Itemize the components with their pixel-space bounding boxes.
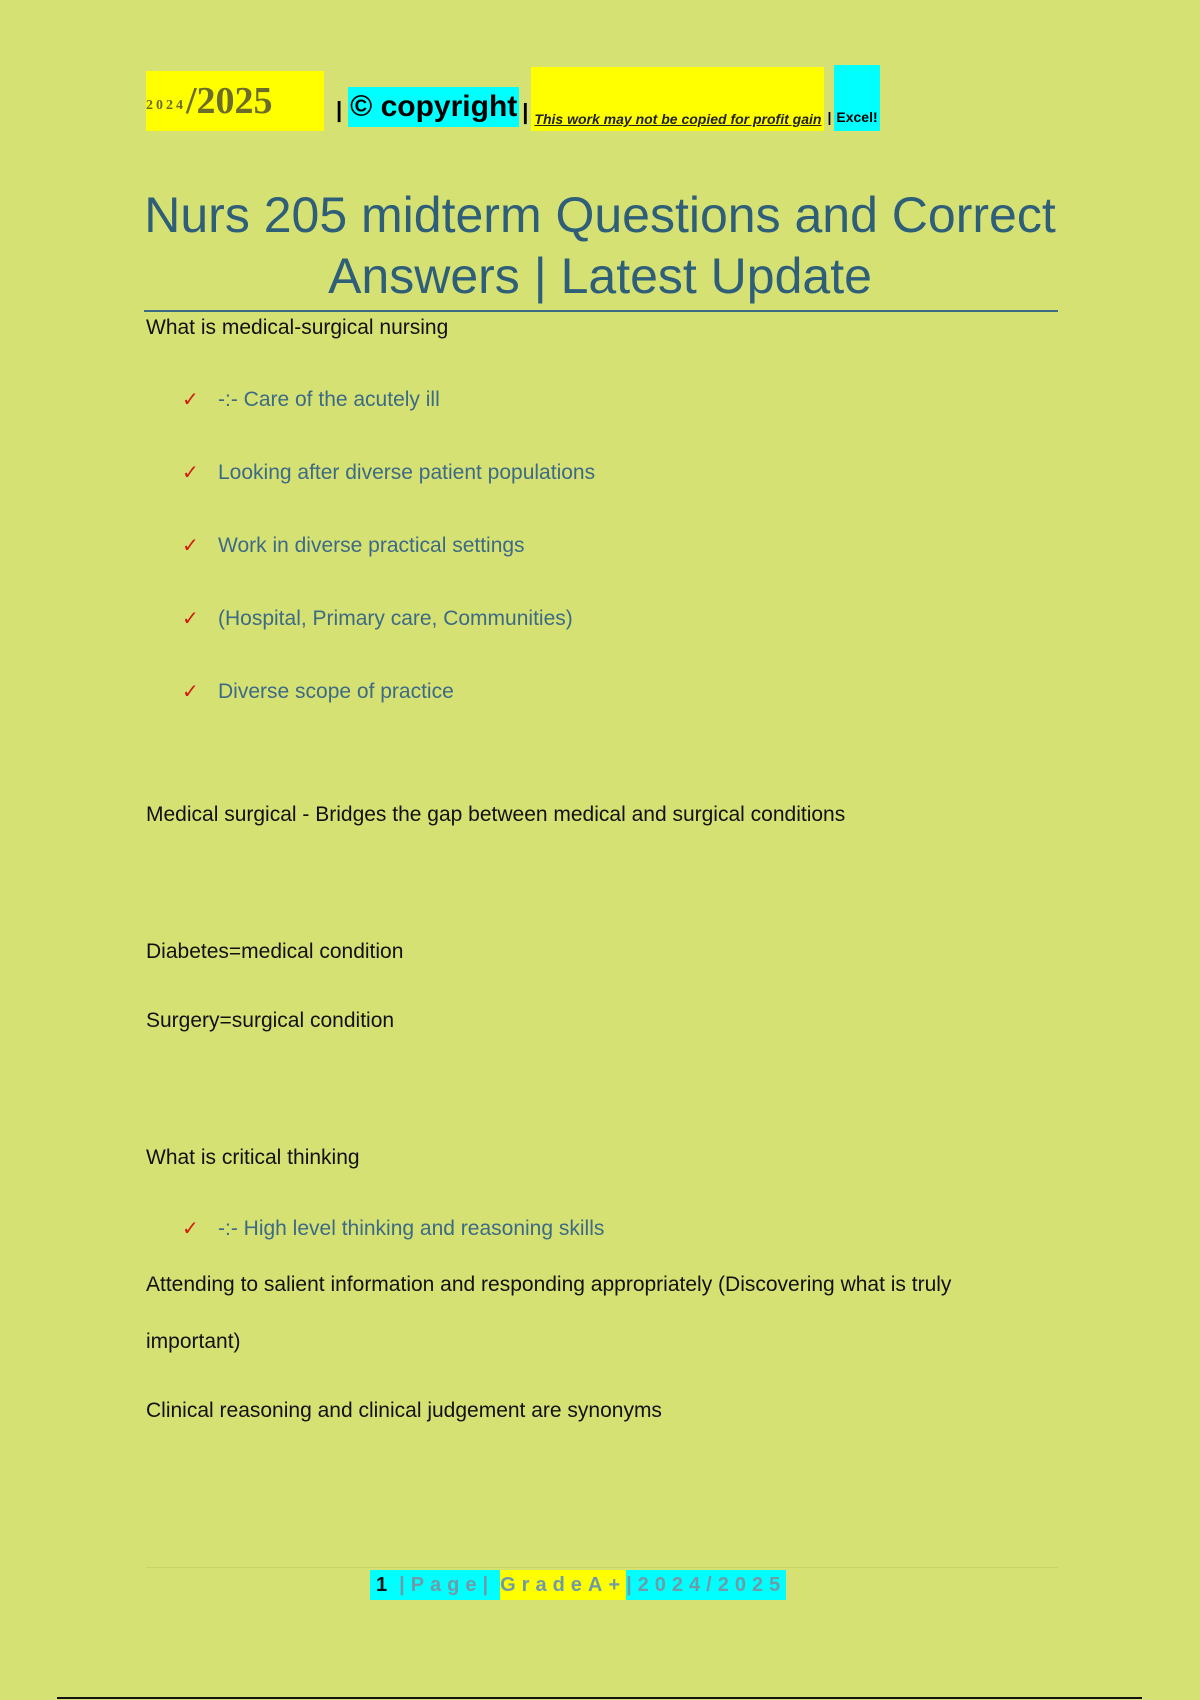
clinical-reasoning-line: Clinical reasoning and clinical judgement are synonyms [146, 1399, 662, 1422]
attending-line-1: Attending to salient information and responding appropriately (Discovering what is truly [146, 1273, 952, 1296]
checkmark-icon: ✓ [182, 681, 199, 703]
separator: | [827, 109, 832, 125]
footer-year: |2024/2025 [626, 1570, 786, 1600]
checkmark-icon: ✓ [182, 1218, 199, 1240]
surgery-line: Surgery=surgical condition [146, 1009, 395, 1032]
year-end: /2025 [186, 80, 273, 122]
copyright-label: © copyright [348, 87, 519, 127]
title-divider [144, 310, 1058, 312]
year-badge [146, 71, 324, 131]
footer-divider [146, 1567, 1058, 1568]
answer-text: Looking after diverse patient populations [218, 460, 596, 484]
answer-text: Diverse scope of practice [218, 679, 454, 703]
page-bottom-rule [57, 1697, 1142, 1699]
list-item [182, 460, 595, 485]
answer-text: -:- Care of the acutely ill [218, 387, 440, 411]
grade-label: GradeA+ [500, 1570, 626, 1600]
attending-line-2: important) [146, 1330, 241, 1353]
header-banner [146, 71, 880, 131]
list-item [182, 1216, 604, 1241]
checkmark-icon: ✓ [182, 389, 199, 411]
medical-surgical-definition: Medical surgical - Bridges the gap between medical and surgical conditions [146, 803, 846, 826]
list-item [182, 606, 573, 631]
list-item [182, 679, 454, 704]
excel-label: Excel! [836, 109, 878, 125]
answer-text: -:- High level thinking and reasoning skills [218, 1216, 605, 1240]
excel-badge [834, 65, 879, 131]
question-medical-surgical: What is medical-surgical nursing [146, 316, 449, 339]
answer-text: Work in diverse practical settings [218, 533, 525, 557]
checkmark-icon: ✓ [182, 462, 199, 484]
page-number: 1 [370, 1570, 399, 1600]
diabetes-line: Diabetes=medical condition [146, 940, 404, 963]
separator: | [336, 97, 343, 122]
year-start: 2024 [146, 98, 186, 113]
page-label: |Page| [399, 1570, 500, 1600]
question-critical-thinking: What is critical thinking [146, 1146, 360, 1169]
answer-text: (Hospital, Primary care, Communities) [218, 606, 573, 630]
copy-notice-badge [531, 67, 824, 131]
page-footer [370, 1570, 786, 1600]
list-item [182, 533, 525, 558]
checkmark-icon: ✓ [182, 608, 199, 630]
document-title: Nurs 205 midterm Questions and Correct Answers | Latest Update [144, 187, 1056, 304]
list-item [182, 387, 440, 412]
checkmark-icon: ✓ [182, 535, 199, 557]
copy-notice: This work may not be copied for profit gain [534, 111, 822, 127]
separator: | [522, 99, 529, 124]
